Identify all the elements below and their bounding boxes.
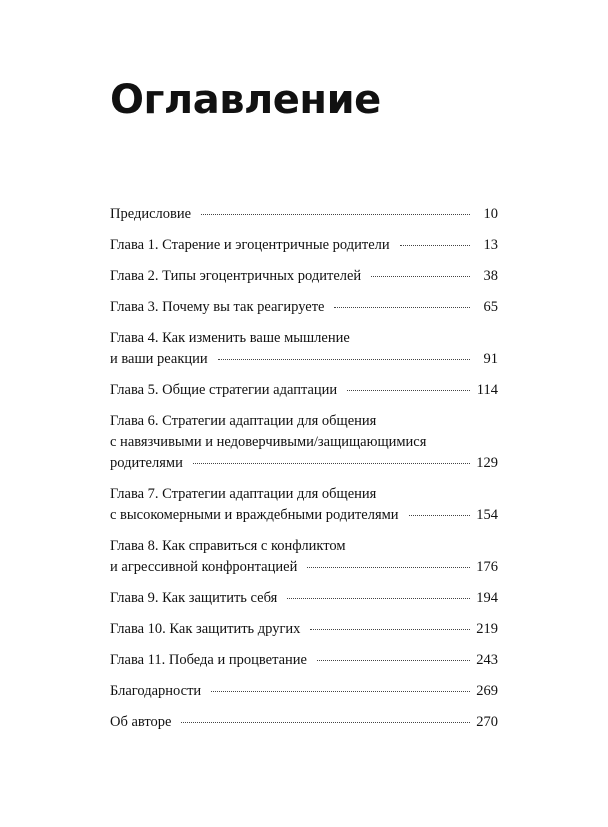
toc-entry-row xyxy=(110,588,498,609)
toc-entry-title-line: и ваши реакции xyxy=(110,351,208,367)
toc-entry[interactable] xyxy=(110,484,498,526)
toc-page-number: 194 xyxy=(476,590,498,606)
toc-page-number: 114 xyxy=(476,382,498,398)
dot-leader xyxy=(400,244,470,246)
toc-entry-title-line: Предисловие xyxy=(110,206,192,222)
toc-entry-row xyxy=(110,650,498,671)
toc-page-number: 176 xyxy=(476,559,498,575)
toc-entry-title-line: Об авторе xyxy=(110,714,172,730)
toc-entry-title-line: Глава 7. Стратегии адаптации для общения xyxy=(110,486,377,502)
toc-page-number: 38 xyxy=(483,268,498,284)
dot-leader xyxy=(181,721,470,723)
toc-entry[interactable] xyxy=(110,328,498,370)
toc-page-number: 219 xyxy=(476,621,498,637)
dot-leader xyxy=(317,659,470,661)
toc-page-number: 91 xyxy=(483,351,498,367)
table-of-contents xyxy=(110,204,498,743)
toc-entry-title-line: и агрессивной конфронтацией xyxy=(110,559,298,575)
toc-page-number: 10 xyxy=(483,206,498,222)
toc-entry-row xyxy=(110,557,498,578)
toc-page-number: 65 xyxy=(483,299,498,315)
dot-leader xyxy=(193,462,470,464)
dot-leader xyxy=(347,389,470,391)
toc-page-number: 243 xyxy=(476,652,498,668)
dot-leader xyxy=(371,275,470,277)
toc-entry-row xyxy=(110,204,498,225)
toc-entry-title-line: Глава 9. Как защитить себя xyxy=(110,590,278,606)
toc-entry-title-line: Глава 3. Почему вы так реагируете xyxy=(110,299,325,315)
toc-entry-row xyxy=(110,380,498,401)
toc-entry-title-line: с навязчивыми и недоверчивыми/защищающимися xyxy=(110,434,427,450)
toc-entry[interactable] xyxy=(110,204,498,225)
toc-page-number: 129 xyxy=(476,455,498,471)
toc-entry-row xyxy=(110,297,498,318)
toc-page-number: 269 xyxy=(476,683,498,699)
toc-page-number: 13 xyxy=(483,237,498,253)
toc-page-number: 270 xyxy=(476,714,498,730)
toc-entry[interactable] xyxy=(110,536,498,578)
toc-entry-title-line: с высокомерными и враждебными родителями xyxy=(110,507,399,523)
page-title: Оглавление xyxy=(110,77,381,123)
toc-entry[interactable] xyxy=(110,235,498,256)
toc-entry[interactable] xyxy=(110,619,498,640)
dot-leader xyxy=(307,566,470,568)
toc-entry[interactable] xyxy=(110,712,498,733)
toc-entry[interactable] xyxy=(110,588,498,609)
toc-entry-row xyxy=(110,266,498,287)
toc-entry-title-line: Глава 5. Общие стратегии адаптации xyxy=(110,382,338,398)
dot-leader xyxy=(287,597,470,599)
toc-entry-row xyxy=(110,235,498,256)
toc-entry-title-line: Глава 11. Победа и процветание xyxy=(110,652,307,668)
toc-entry-row xyxy=(110,349,498,370)
dot-leader xyxy=(211,690,470,692)
toc-entry[interactable] xyxy=(110,650,498,671)
dot-leader xyxy=(201,213,470,215)
toc-entry-title-line: Глава 4. Как изменить ваше мышление xyxy=(110,330,350,346)
toc-entry-row xyxy=(110,505,498,526)
toc-entry[interactable] xyxy=(110,411,498,474)
toc-entry[interactable] xyxy=(110,380,498,401)
toc-entry-title-line: Глава 10. Как защитить других xyxy=(110,621,301,637)
toc-entry-title-line: Глава 2. Типы эгоцентричных родителей xyxy=(110,268,362,284)
dot-leader xyxy=(218,358,470,360)
dot-leader xyxy=(310,628,470,630)
toc-entry-row xyxy=(110,681,498,702)
toc-entry-title-line: родителями xyxy=(110,455,183,471)
toc-entry-row xyxy=(110,619,498,640)
toc-entry-row xyxy=(110,453,498,474)
toc-entry-row xyxy=(110,712,498,733)
toc-entry-title-line: Благодарности xyxy=(110,683,202,699)
toc-entry[interactable] xyxy=(110,681,498,702)
toc-entry[interactable] xyxy=(110,266,498,287)
toc-entry-title-line: Глава 6. Стратегии адаптации для общения xyxy=(110,413,377,429)
toc-page-number: 154 xyxy=(476,507,498,523)
dot-leader xyxy=(334,306,470,308)
toc-entry[interactable] xyxy=(110,297,498,318)
toc-entry-title-line: Глава 1. Старение и эгоцентричные родители xyxy=(110,237,390,253)
dot-leader xyxy=(409,514,470,516)
toc-entry-title-line: Глава 8. Как справиться с конфликтом xyxy=(110,538,346,554)
